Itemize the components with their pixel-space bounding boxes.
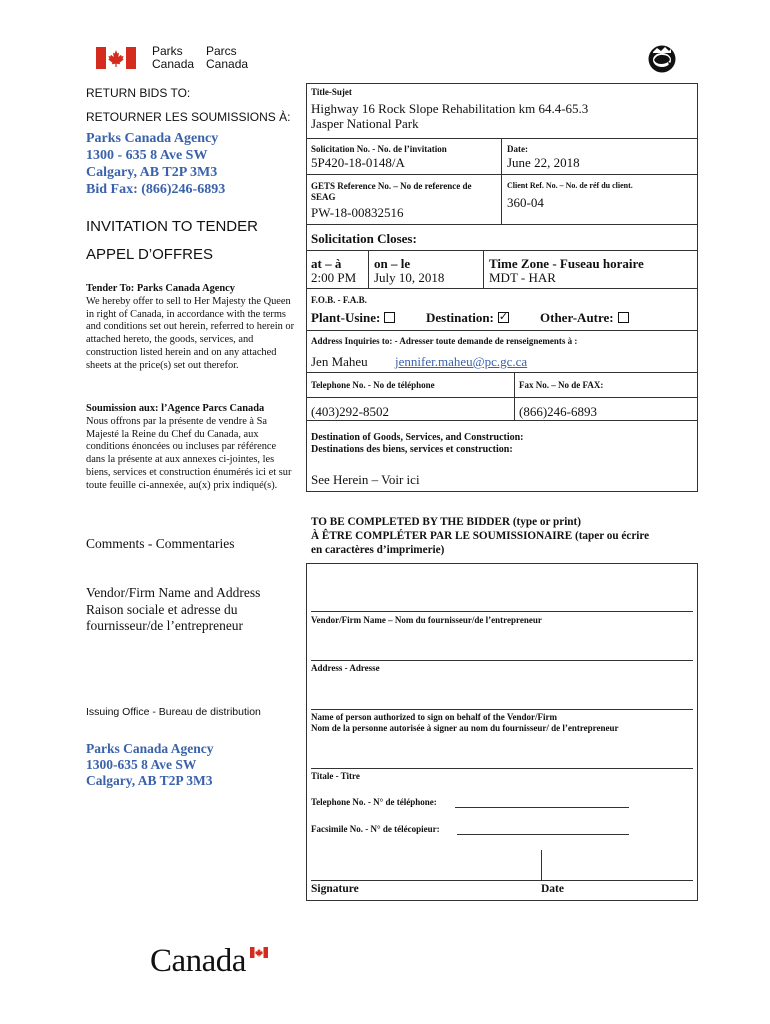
signature-label: Signature [311, 883, 359, 895]
authorized-name-line[interactable] [311, 709, 693, 710]
destination-option[interactable]: Destination:✓ [426, 310, 509, 326]
at-value: 2:00 PM [311, 270, 357, 285]
title-label: Title-Sujet [311, 87, 352, 97]
destination-checkbox[interactable] [498, 312, 509, 323]
title-value: Highway 16 Rock Slope Rehabilitation km 64.4-65.3 Jasper National Park [311, 101, 589, 131]
tender-to-paragraph [86, 283, 296, 373]
comments-label: Comments - Commentaries [86, 536, 235, 551]
tender-to-body: We hereby offer to sell to Her Majesty the Queen in right of Canada, in accordance with the terms and conditions set out herein, referred to herein or attached hereto, the goods, services, and construction listed herein and on any attached sheets at the price(s) set out therefor. [86, 295, 295, 371]
telephone-line[interactable] [455, 807, 629, 808]
timezone-label: Time Zone - Fuseau horaire [489, 256, 644, 271]
canada-wordmark: Canada [150, 943, 246, 979]
gets-label: GETS Reference No. – No de reference de SEAG [311, 181, 472, 202]
contact-name: Jen Maheu [311, 354, 368, 369]
fax-value: (866)246-6893 [519, 404, 597, 419]
soumission-body: Nous offrons par la présente de vendre à Sa Majesté la Reine du Chef du Canada, aux conditions énoncées ou incluses par référence dans la présente at aux annexes ci-jointes, les biens, services et construction énumérés ici et sur toute feuille ci-annexée, au(x) prix indiqué(s). [86, 415, 292, 491]
phone-label: Telephone No. - No de téléphone [311, 380, 435, 390]
return-bids-label: RETURN BIDS TO: [86, 86, 191, 100]
other-checkbox[interactable] [618, 312, 629, 323]
telephone-label: Telephone No. - N° de téléphone: [311, 797, 437, 807]
other-option[interactable]: Other-Autre: [540, 310, 629, 326]
appel-heading: APPEL D’OFFRES [86, 246, 213, 263]
fax-label: Fax No. – No de FAX: [519, 380, 604, 390]
authorized-name-label: Name of person authorized to sign on behalf of the Vendor/Firm Nom de la personne autorisée à signer au nom du fournisseur/ de l’entrepreneur [311, 712, 619, 733]
on-label: on – le [374, 256, 411, 271]
bidder-title-label: Titale - Titre [311, 771, 360, 781]
address-inquiries-label: Address Inquiries to: - Adresser toute demande de renseignements à : [311, 336, 578, 346]
timezone-value: MDT - HAR [489, 270, 556, 285]
bidder-date-label: Date [541, 883, 564, 895]
tender-to-title: Tender To: Parks Canada Agency [86, 283, 235, 294]
wordmark-flag-icon [250, 947, 268, 958]
retourner-label: RETOURNER LES SOUMISSIONS À: [86, 110, 291, 124]
see-herein-value: See Herein – Voir ici [311, 472, 420, 487]
vendor-label: Vendor/Firm Name and Address Raison sociale et adresse du fournisseur/de l’entrepreneur [86, 585, 261, 633]
soumission-title: Soumission aux: l’Agence Parcs Canada [86, 403, 265, 414]
vendor-name-label: Vendor/Firm Name – Nom du fournisseur/de l’entrepreneur [311, 615, 542, 625]
agency-street: 1300 - 635 8 Ave SW [86, 148, 208, 163]
address-label: Address - Adresse [311, 663, 380, 673]
solicitation-info-box [306, 83, 698, 492]
soumission-paragraph [86, 403, 296, 493]
at-label: at – à [311, 256, 342, 271]
contact-email-link[interactable]: jennifer.maheu@pc.gc.ca [395, 354, 528, 369]
facsimile-line[interactable] [457, 834, 629, 835]
title-line[interactable] [311, 768, 693, 769]
agency-name: Parks Canada Agency [86, 131, 219, 146]
parks-en-signature: Parks Canada [152, 44, 195, 71]
agency-city: Calgary, AB T2P 3M3 [86, 165, 218, 180]
client-ref-value: 360-04 [507, 195, 544, 210]
fob-label: F.O.B. - F.A.B. [311, 295, 367, 305]
signature-line[interactable] [311, 880, 693, 881]
parks-beaver-icon [647, 44, 677, 74]
destination-goods-label: Destination of Goods, Services, and Construction: Destinations des biens, services et construction: [311, 432, 524, 455]
plant-checkbox[interactable] [384, 312, 395, 323]
facsimile-label: Facsimile No. - N° de télécopieur: [311, 824, 440, 834]
plant-option[interactable]: Plant-Usine: [311, 310, 395, 326]
solicitation-label: Solicitation No. - No. de l’invitation [311, 144, 447, 154]
bidder-heading: TO BE COMPLETED BY THE BIDDER (type or print) À ÊTRE COMPLÉTER PAR LE SOUMISSIONAIRE (taper ou écrire en caractères d’imprimerie) [311, 516, 650, 556]
invitation-heading: INVITATION TO TENDER [86, 218, 258, 235]
gets-value: PW-18-00832516 [311, 205, 404, 220]
client-ref-label: Client Ref. No. – No. de réf du client. [507, 181, 633, 190]
address-line[interactable] [311, 660, 693, 661]
on-value: July 10, 2018 [374, 270, 445, 285]
return-address [86, 130, 225, 198]
vendor-name-line[interactable] [311, 611, 693, 612]
parcs-fr-signature: Parcs Canada [206, 44, 249, 71]
date-label: Date: [507, 144, 528, 154]
phone-value: (403)292-8502 [311, 404, 389, 419]
solicitation-number: 5P420-18-0148/A [311, 155, 405, 170]
canada-flag-icon [96, 47, 136, 69]
bid-fax: Bid Fax: (866)246-6893 [86, 182, 226, 197]
bidder-box [306, 563, 698, 901]
date-value: June 22, 2018 [507, 155, 580, 170]
issuing-address: Parks Canada Agency 1300-635 8 Ave SW Calgary, AB T2P 3M3 [86, 741, 214, 788]
closes-label: Solicitation Closes: [311, 231, 417, 246]
issuing-office-label: Issuing Office - Bureau de distribution [86, 706, 261, 718]
